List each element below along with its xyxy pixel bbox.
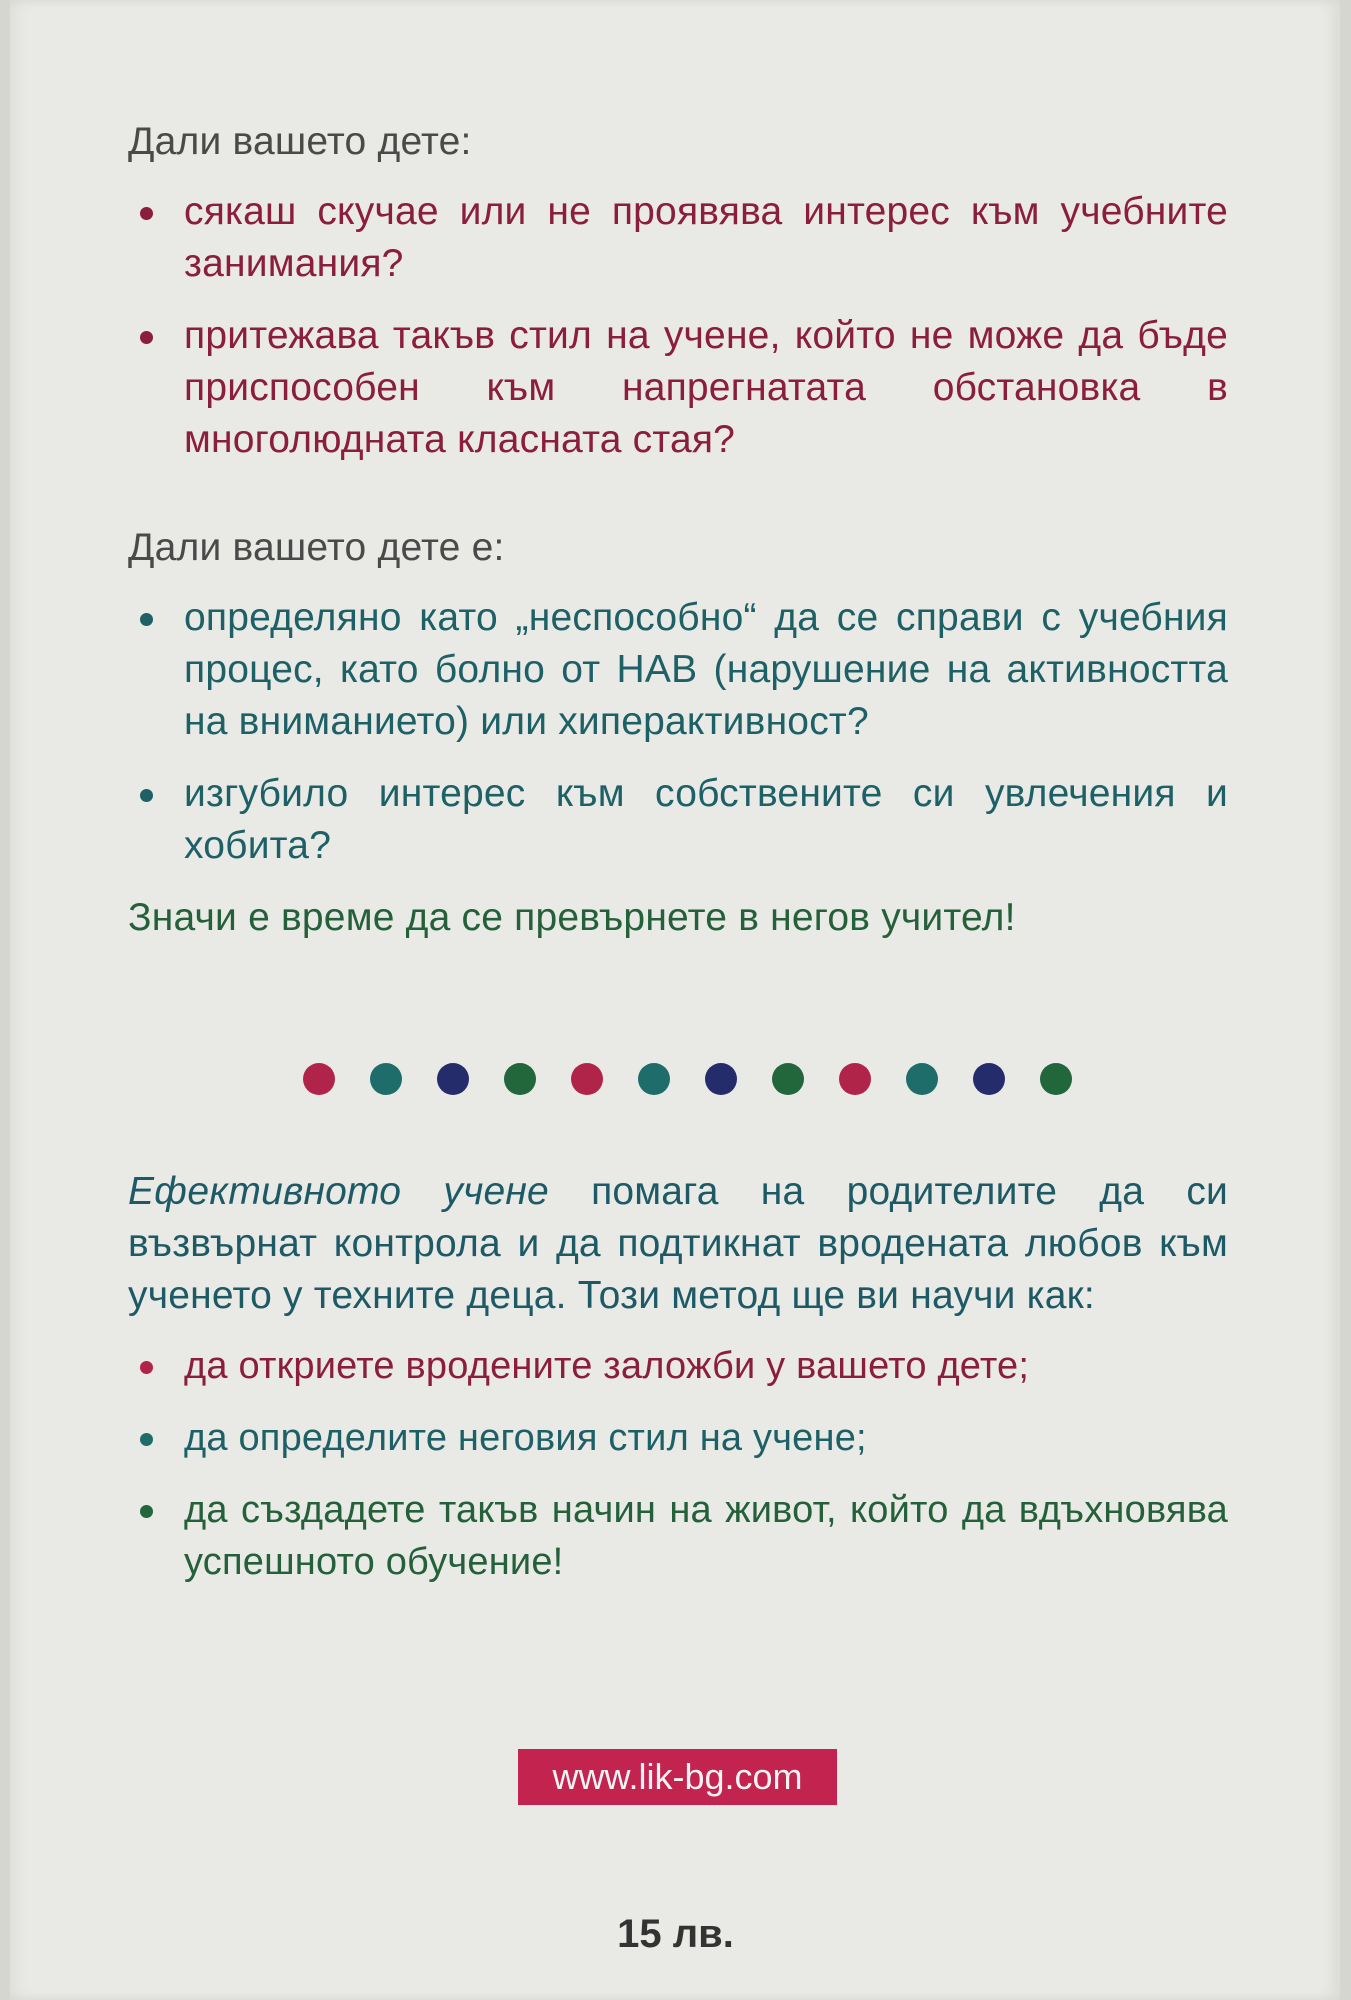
bullet-dot xyxy=(140,207,153,220)
decorative-dot xyxy=(973,1063,1005,1095)
list-item-text: да създадете такъв начин на живот, който да вдъхновява успешното обучение! xyxy=(184,1489,1228,1583)
decorative-dot xyxy=(370,1063,402,1095)
list-item xyxy=(128,1484,1228,1588)
list-item xyxy=(128,592,1228,748)
decorative-dot xyxy=(504,1063,536,1095)
bullet-dot xyxy=(140,1433,153,1446)
section-2-heading: Дали вашето дете е: xyxy=(128,526,505,569)
list-item-text: определяно като „неспособно“ да се справи с учебния процес, като болно от НАВ (нарушение на активността на вниманието) или хиперактивност? xyxy=(184,596,1228,743)
decorative-dot xyxy=(705,1063,737,1095)
description-text: помага на родителите да си възвърнат контрола и да подтикнат вродената любов към ученето у техните деца. Този метод ще ви научи как: xyxy=(128,1170,1229,1317)
section-1-list xyxy=(128,186,1228,466)
decorative-dot xyxy=(638,1063,670,1095)
decorative-dot xyxy=(571,1063,603,1095)
bullet-dot xyxy=(140,789,153,802)
list-item xyxy=(128,768,1228,872)
decorative-dot xyxy=(906,1063,938,1095)
decorative-dot xyxy=(303,1063,335,1095)
list-item-text: притежава такъв стил на учене, който не може да бъде приспособен към напрегнатата обстановка в многолюдната класната стая? xyxy=(184,314,1228,461)
list-item xyxy=(128,310,1228,466)
list-item xyxy=(128,1412,1228,1464)
conclusion-text: Значи е време да се превърнете в негов учител! xyxy=(128,896,1016,939)
decorative-dot xyxy=(772,1063,804,1095)
section-1-heading: Дали вашето дете: xyxy=(128,120,472,163)
bullet-dot xyxy=(140,613,153,626)
decorative-dot xyxy=(839,1063,871,1095)
list-item-text: сякаш скучае или не проявява интерес към учебните занимания? xyxy=(184,190,1228,285)
list-item xyxy=(128,1340,1228,1392)
bullet-dot xyxy=(140,1505,153,1518)
list-item-text: да определите неговия стил на учене; xyxy=(184,1417,867,1459)
description-section xyxy=(128,1166,1228,1588)
list-item-text: да откриете вродените заложби у вашето дете; xyxy=(184,1345,1030,1387)
description-paragraph xyxy=(128,1166,1228,1322)
book-title-italic: Ефективното учене xyxy=(128,1170,549,1213)
section-1 xyxy=(128,116,1228,466)
decorative-dot xyxy=(437,1063,469,1095)
bullet-dot xyxy=(140,1361,153,1374)
decorative-dot xyxy=(1040,1063,1072,1095)
section-2-list xyxy=(128,592,1228,872)
section-2 xyxy=(128,522,1228,944)
list-item-text: изгубило интерес към собствените си увлечения и хобита? xyxy=(184,772,1228,867)
website-link[interactable]: www.lik-bg.com xyxy=(518,1749,837,1805)
bullet-dot xyxy=(140,331,153,344)
price-label: 15 лв. xyxy=(617,1912,734,1956)
list-item xyxy=(128,186,1228,290)
benefits-list xyxy=(128,1340,1228,1588)
